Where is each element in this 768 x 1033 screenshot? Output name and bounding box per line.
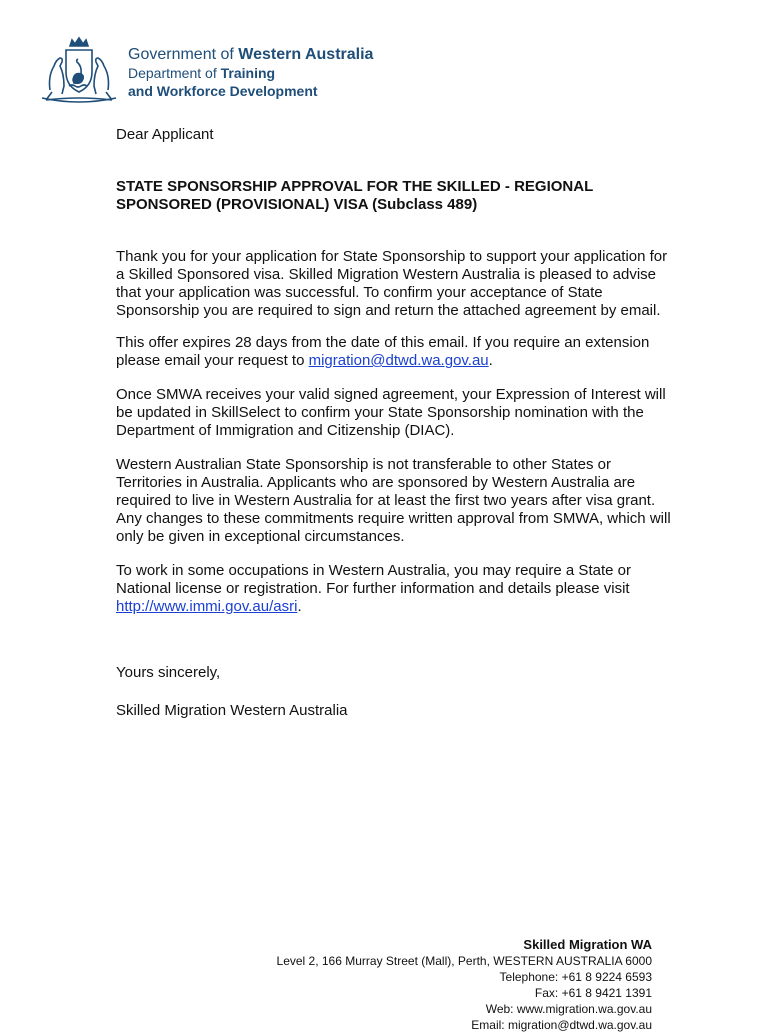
org-line-2-prefix: Department of xyxy=(128,65,221,81)
org-line-1-prefix: Government of xyxy=(128,46,239,63)
footer-fax: Fax: +61 8 9421 1391 xyxy=(534,986,652,1000)
letter-subject: STATE SPONSORSHIP APPROVAL FOR THE SKILLED - REGIONAL SPONSORED (PROVISIONAL) VISA (Subclass 489) xyxy=(116,178,593,213)
footer-web: Web: www.migration.wa.gov.au xyxy=(485,1002,652,1016)
letter-body xyxy=(116,126,676,734)
salutation: Dear Applicant xyxy=(116,126,214,143)
offer-expiry-period: . xyxy=(488,352,493,369)
closing: Yours sincerely, xyxy=(116,664,221,681)
wa-coat-of-arms-icon xyxy=(36,36,122,104)
offer-expiry-text: This offer expires 28 days from the date of this email. If you require an extension please email your request to xyxy=(116,334,650,369)
paragraph-licensing xyxy=(116,562,676,616)
footer-org-name: Skilled Migration WA xyxy=(523,937,652,952)
paragraph-expression-of-interest: Once SMWA receives your valid signed agreement, your Expression of Interest will be updated in SkillSelect to confirm your State Sponsorship nomination with the Department of Immigration and Citizenship (DIAC). xyxy=(116,386,666,439)
footer-telephone: Telephone: +61 8 9224 6593 xyxy=(499,970,652,984)
footer-email: Email: migration@dtwd.wa.gov.au xyxy=(471,1018,652,1032)
org-line-government xyxy=(128,46,373,64)
org-line-department xyxy=(128,64,373,82)
paragraph-offer-expiry xyxy=(116,334,676,370)
org-line-1-bold: Western Australia xyxy=(238,46,374,63)
asri-link[interactable]: http://www.immi.gov.au/asri xyxy=(116,598,298,615)
signoff: Skilled Migration Western Australia xyxy=(116,702,348,719)
letterhead xyxy=(36,36,436,106)
org-line-workforce: and Workforce Development xyxy=(128,83,318,99)
paragraph-application-result: Thank you for your application for State Sponsorship to support your application for a Skilled Sponsored visa. Skilled Migration Western Australia is pleased to advise that your application was successful. To confirm your acceptance of State Sponsorship you are required to sign and return the attached agreement by email. xyxy=(116,248,668,319)
paragraph-transferability: Western Australian State Sponsorship is not transferable to other States or Territories in Australia. Applicants who are sponsored by Western Australia are required to live in Western Australia for at least the first two years after visa grant. Any changes to these commitments require written approval from SMWA, which will only be given in exceptional circumstances. xyxy=(116,456,671,545)
licensing-period: . xyxy=(297,598,302,615)
licensing-text: To work in some occupations in Western Australia, you may require a State or National license or registration. For further information and details please visit xyxy=(116,562,631,597)
org-line-2-bold: Training xyxy=(220,65,276,81)
footer-address: Level 2, 166 Murray Street (Mall), Perth, WESTERN AUSTRALIA 6000 xyxy=(276,954,652,968)
organization-name xyxy=(128,46,373,100)
email-link[interactable]: migration@dtwd.wa.gov.au xyxy=(308,352,489,369)
footer-contact-block xyxy=(277,936,652,1033)
